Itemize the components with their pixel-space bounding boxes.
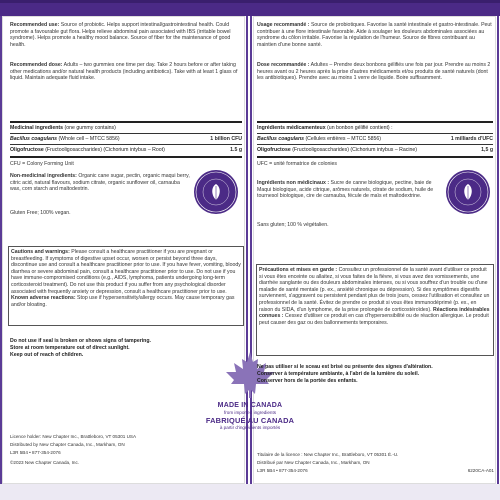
recommended-dose: [10, 62, 242, 82]
fr-distributed-by: Distribué par New Chapter Canada, Inc., Markham, ON: [257, 460, 370, 465]
made-in-canada-sub: from imported ingredients: [223, 410, 277, 415]
fr-ingredient-name: Bacillus coagulans: [257, 136, 304, 142]
adverse-label: Known adverse reactions:: [11, 295, 76, 302]
recommended-use-text: Source of probiotic. Helps support intestinal/gastrointestinal health. Could promote a favourable gut flora. Helps relieve abdominal pain associated with IBS (irritable bowel syndrome). Helps promote a healthy mood balance. Source of fiber for the maintenance of good health.: [10, 22, 231, 48]
ingredient-name: Oligofructose: [10, 147, 44, 153]
medicinal-rule-2: [10, 144, 242, 145]
reach-warning: Keep out of reach of children.: [10, 352, 84, 358]
fr-medicinal-header: [257, 125, 493, 132]
cautions-text: Please consult a healthcare practitioner if you are pregnant or breastfeeding. If symptoms of digestive upset occur, worsen or persist beyond three days, discontinue use and consult a healthcare practitioner prior to use. If you have fever, vomiting, bloody diarrhea or severe abdominal pain, consult a healthcare practitioner prior to use. Do not use if you have immune-compromised conditions (e.g., AIDS, lymphoma, patients undergoing long-term corticosteroid treatment). Do not use this product if you suffer from any psychological disorder associated with frequently anxiety or depression, consult a healthcare practitioner prior to use.: [11, 249, 241, 295]
medicinal-header: [10, 125, 242, 132]
medicinal-bottom-rule: [10, 156, 242, 158]
left-panel-border-left: [0, 16, 2, 484]
fr-ingredient-name: Oligofructose: [257, 147, 291, 153]
recommended-use: [10, 22, 242, 48]
seal-warning: Do not use if seal is broken or shows signs of tampering.: [10, 338, 151, 344]
medicinal-header-note: (one gummy contains): [64, 125, 116, 131]
fr-ingredient-row: [257, 147, 447, 154]
distributed-by: Distributed by New Chapter Canada, Inc., Markham, ON: [10, 442, 125, 447]
ingredient-value: 1 billion CFU: [210, 136, 242, 142]
fr-non-medicinal-text: Sucre de canne biologique, pectine, baie de Maqui biologique, acide citrique, arômes naturels, citrate de sodium, huile de tournesol biologique, cire de carnauba, fécule de maïs et maltodextrine.: [257, 180, 434, 200]
fr-non-medicinal-ingredients: [257, 180, 439, 200]
fr-reactions-label: Réactions indésirables connues :: [259, 306, 490, 320]
copyright: ©2023 New Chapter Canada, Inc.: [10, 460, 80, 465]
cautions-text-block: [11, 249, 241, 308]
recommended-use-label: Recommended use:: [10, 22, 60, 28]
fr-natural-colours-badge: [446, 170, 490, 214]
fr-precautions-text-block: [259, 267, 491, 326]
storage-note: Store at room temperature out of direct sunlight.: [10, 345, 130, 351]
cautions-label: Cautions and warnings:: [11, 249, 70, 255]
fr-address: L3R 5B4 • 877-354-2076: [257, 468, 308, 473]
dose-text: Adultes – Prendre deux bonbons gélifiés une fois par jour. Prendre au moins 2 heures avant ou 2 heures après la prise d'autres médicaments et/ou produits de santé naturels (dont les antibiotiques). Prendre avec au moins 1 verre de liquide. Boire suffisamment.: [257, 62, 491, 82]
fabrique-au-canada-sub: à partir d'ingrédients importés: [219, 425, 281, 430]
non-medicinal-label: Non-medicinal ingredients:: [10, 173, 77, 179]
fr-medicinal-header-note: (un bonbon gélifié contient) :: [327, 125, 393, 131]
fr-medicinal-top-rule: [257, 121, 493, 123]
ingredient-value: 1.5 g: [230, 147, 242, 153]
fabrique-au-canada-label: FABRIQUÉ AU CANADA: [205, 416, 295, 425]
medicinal-header-label: Medicinal ingredients: [10, 125, 64, 131]
fr-product-code: 6220CA-A01: [467, 468, 494, 473]
fr-storage-note: Conserver à température ambiante, à l'abri de la lumière du soleil.: [257, 371, 420, 377]
fr-reactions-text: Cessez d'utiliser ce produit en cas d'hypersensibilité ou de réaction allergique. Le produit peut causer des gaz ou des ballonnements temporaires.: [259, 313, 489, 326]
right-panel-border-right: [497, 16, 499, 484]
licence-holder: Licence holder: New Chapter Inc., Brattleboro, VT 05301 USA: [10, 434, 137, 439]
cfu-note: CFU = Colony Forming Unit: [10, 161, 74, 167]
adverse-text: Stop use if hypersensitivity/allergy occurs. May cause temporary gas and/or bloating.: [11, 295, 235, 308]
fr-medicinal-header-label: Ingrédients médicamenteux: [257, 125, 326, 131]
address: L3R 5B4 • 877-354-2076: [10, 450, 61, 455]
fr-ingredient-detail: (Cellules entières – MTCC 5856): [305, 136, 381, 142]
medicinal-rule-1: [10, 133, 242, 134]
recommended-dose-text: Adults – two gummies one time per day. Take 2 hours before or after taking other medications and/or natural health products (including antibiotics). Take with at least 1 glass of liquid. Maintain adequate fluid intake.: [10, 62, 238, 82]
usage-label: Usage recommandé :: [257, 22, 310, 28]
non-medicinal-text: Organic cane sugar, pectin, organic maqui berry, citric acid, natural flavours, sodium citrate, organic sunflower oil, carnauba wax, corn starch and maltodextrin.: [10, 173, 190, 193]
fr-seal-warning: Ne pas utiliser si le sceau est brisé ou présente des signes d'altération.: [257, 364, 433, 370]
bottom-band: [0, 484, 500, 500]
fr-non-medicinal-label: Ingrédients non médicinaux :: [257, 180, 330, 186]
fr-medicinal-rule-2: [257, 144, 493, 145]
gluten-free-note: Gluten Free; 100% vegan.: [10, 210, 71, 216]
fr-ingredient-value: 1 milliards d'UFC: [450, 136, 493, 142]
fr-precautions-label: Précautions et mises en garde :: [259, 267, 338, 273]
recommended-dose-label: Recommended dose:: [10, 62, 63, 68]
dose-recommandee: [257, 62, 493, 82]
fr-ingredient-detail: (Fructooligosaccharides) (Cichorium intybus – Racine): [292, 147, 418, 153]
fr-licence-holder: Titulaire de la licence : New Chapter Inc., Brattleboro, VT 05301 É.-U.: [257, 452, 399, 457]
badge-ring-icon: [194, 170, 238, 214]
fr-cfu-note: UFC = unité formatrice de colonies: [257, 161, 338, 167]
usage-recommande: [257, 22, 493, 48]
ingredient-detail: (Whole cell – MTCC 5856): [58, 136, 120, 142]
fr-ingredient-row: [257, 136, 422, 143]
fr-medicinal-rule-1: [257, 133, 493, 134]
ingredient-row: [10, 136, 185, 143]
top-dark-edge: [0, 0, 500, 3]
fr-medicinal-bottom-rule: [257, 156, 493, 158]
usage-text: Source de probiotiques. Favorise la santé intestinale et gastro-intestinale. Peut contribuer à une flore intestinale favorable. Aide à soulager les douleurs abdominales associées au syndrome du côlon irritable. Favorise la régulation de l'humeur. Source de fibres contribuant au maintien d'une bonne santé.: [257, 22, 492, 48]
fr-precautions-text: Consultez un professionnel de la santé avant d'utiliser ce produit si vous êtes enceinte ou allaitez, si vous faites de la fièvre, si vous avez des vomissements, une diarrhée sanglante ou des douleurs abdominales intenses, ou si vous souffrez d'un trouble ou d'une maladie de santé mentale (p. ex., anxiété chronique ou dépression). Si des symptômes digestifs surviennent, s'aggravent ou persistent pendant plus de trois jours, cessez l'utilisation et consultez un professionnel de la santé. Évitez de prendre ce produit si vous êtes immunodéprimé (p. ex., en raison du SIDA, d'un lymphome, de la prise prolongée de corticostéroïdes).: [259, 267, 490, 313]
ingredient-name: Bacillus coagulans: [10, 136, 57, 142]
fr-ingredient-value: 1,5 g: [481, 147, 493, 153]
fr-reach-warning: Conserver hors de la portée des enfants.: [257, 378, 358, 384]
natural-colours-badge: [194, 170, 238, 214]
ingredient-detail: (Fructooligosaccharides) (Cichorium intybus – Root): [45, 147, 165, 153]
fr-gluten-free-note: Sans gluten; 100 % végétalien.: [257, 222, 329, 228]
fr-badge-ring-icon: [446, 170, 490, 214]
ingredient-row: [10, 147, 200, 154]
medicinal-top-rule: [10, 121, 242, 123]
non-medicinal-ingredients: [10, 173, 190, 193]
made-in-canada-label: MADE IN CANADA: [217, 402, 283, 409]
dose-label: Dose recommandée :: [257, 62, 310, 68]
